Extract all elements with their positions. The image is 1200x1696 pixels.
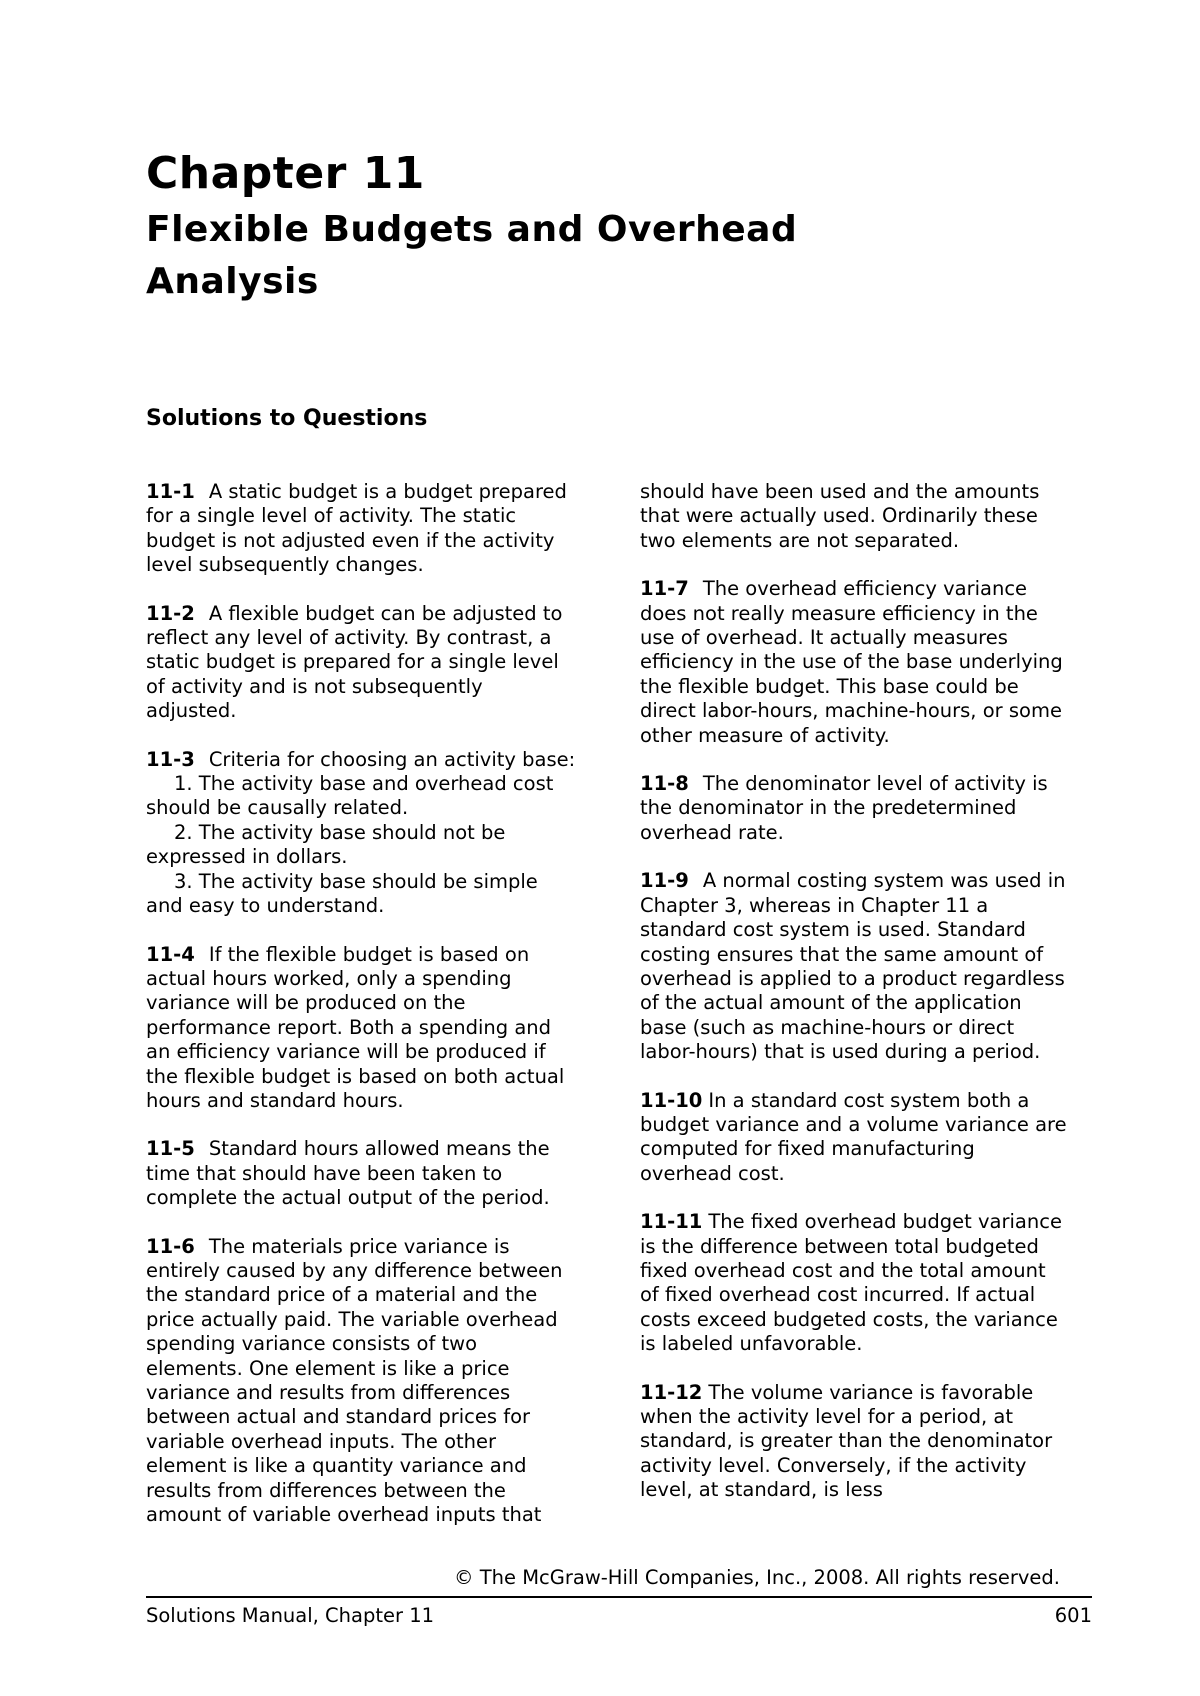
criteria-list <box>146 772 576 918</box>
question-11-7 <box>640 577 1070 748</box>
question-number: 11-1 <box>146 480 195 503</box>
question-number: 11-12 <box>640 1380 703 1404</box>
question-answer: If the flexible budget is based on actual hours worked, only a spending variance will be produced on the performance report. Both a spending and an efficiency variance will be produced if the flexible budget is based on both actual hours and standard hours. <box>146 942 565 1112</box>
left-column <box>146 480 576 1551</box>
question-answer: In a standard cost system both a budget variance and a volume variance are computed for fixed manufacturing overhead cost. <box>640 1088 1067 1185</box>
question-number: 11-10 <box>640 1088 703 1112</box>
list-item: 1. The activity base and overhead cost should be causally related. <box>146 772 554 820</box>
question-number: 11-8 <box>640 772 689 796</box>
question-answer: A normal costing system was used in Chapter 3, whereas in Chapter 11 a standard cost system is used. Standard costing ensures that the same amount of overhead is applied to a product regardless of the actual amount of the application base (such as machine-hours or direct labor-hours) that is used during a period. <box>640 869 1066 1064</box>
question-11-9 <box>640 869 1070 1064</box>
question-number: 11-6 <box>146 1234 195 1258</box>
question-11-8 <box>640 772 1070 845</box>
question-11-3 <box>146 748 576 919</box>
question-answer: Criteria for choosing an activity base: <box>208 747 576 771</box>
question-number: 11-7 <box>640 577 689 601</box>
question-number: 11-11 <box>640 1210 703 1234</box>
question-answer: A static budget is a budget prepared for a single level of activity. The static budget is not adjusted even if the activity level subsequently changes. <box>146 480 567 577</box>
question-number: 11-9 <box>640 869 689 893</box>
question-answer: The fixed overhead budget variance is the difference between total budgeted fixed overhead cost and the total amount of fixed overhead cost incurred. If actual costs exceed budgeted costs, the variance is labeled unfavorable. <box>640 1210 1062 1356</box>
question-11-12 <box>640 1381 1070 1503</box>
right-column <box>640 480 1070 1527</box>
question-number: 11-2 <box>146 601 195 625</box>
section-heading: Solutions to Questions <box>146 406 428 431</box>
question-answer: The denominator level of activity is the denominator in the predetermined overhead rate. <box>640 772 1048 844</box>
chapter-subtitle: Flexible Budgets and Overhead Analysis <box>146 209 798 302</box>
question-11-5 <box>146 1137 576 1210</box>
list-item: 2. The activity base should not be expressed in dollars. <box>146 820 506 869</box>
question-answer: A flexible budget can be adjusted to reflect any level of activity. By contrast, a static budget is prepared for a single level of activity and is not subsequently adjusted. <box>146 601 563 723</box>
question-number: 11-3 <box>146 747 195 771</box>
question-11-6-continued: should have been used and the amounts that were actually used. Ordinarily these two elements are not separated. <box>640 480 1040 552</box>
question-11-10 <box>640 1089 1070 1187</box>
question-11-11 <box>640 1210 1070 1356</box>
question-11-2 <box>146 602 576 724</box>
list-item: 3. The activity base should be simple and easy to understand. <box>146 869 538 918</box>
question-number: 11-5 <box>146 1137 195 1161</box>
footer-title: Solutions Manual, Chapter 11 <box>146 1604 435 1627</box>
question-answer: The overhead efficiency variance does not really measure efficiency in the use of overhead. It actually measures efficiency in the use of the base underlying the flexible budget. This base could be direct labor-hours, machine-hours, or some other measure of activity. <box>640 577 1063 747</box>
chapter-title: Chapter 11 <box>146 148 425 199</box>
copyright-notice: © The McGraw-Hill Companies, Inc., 2008. All rights reserved. <box>454 1566 1060 1589</box>
question-answer: The volume variance is favorable when the activity level for a period, at standard, is greater than the denominator activity level. Conversely, if the activity level, at standard, is less <box>640 1380 1053 1502</box>
question-11-4 <box>146 943 576 1114</box>
question-answer: The materials price variance is entirely caused by any difference between the standard price of a material and the price actually paid. The variable overhead spending variance consists of two elements. One element is like a price variance and results from differences between actual and standard prices for variable overhead inputs. The other element is like a quantity variance and results from differences between the amount of variable overhead inputs that <box>146 1234 563 1527</box>
footer-rule <box>146 1596 1092 1598</box>
question-11-1 <box>146 480 576 578</box>
question-11-6 <box>146 1235 576 1528</box>
question-number: 11-4 <box>146 942 195 966</box>
page-number: 601 <box>1054 1604 1092 1627</box>
question-answer: Standard hours allowed means the time that should have been taken to complete the actual output of the period. <box>146 1137 550 1210</box>
